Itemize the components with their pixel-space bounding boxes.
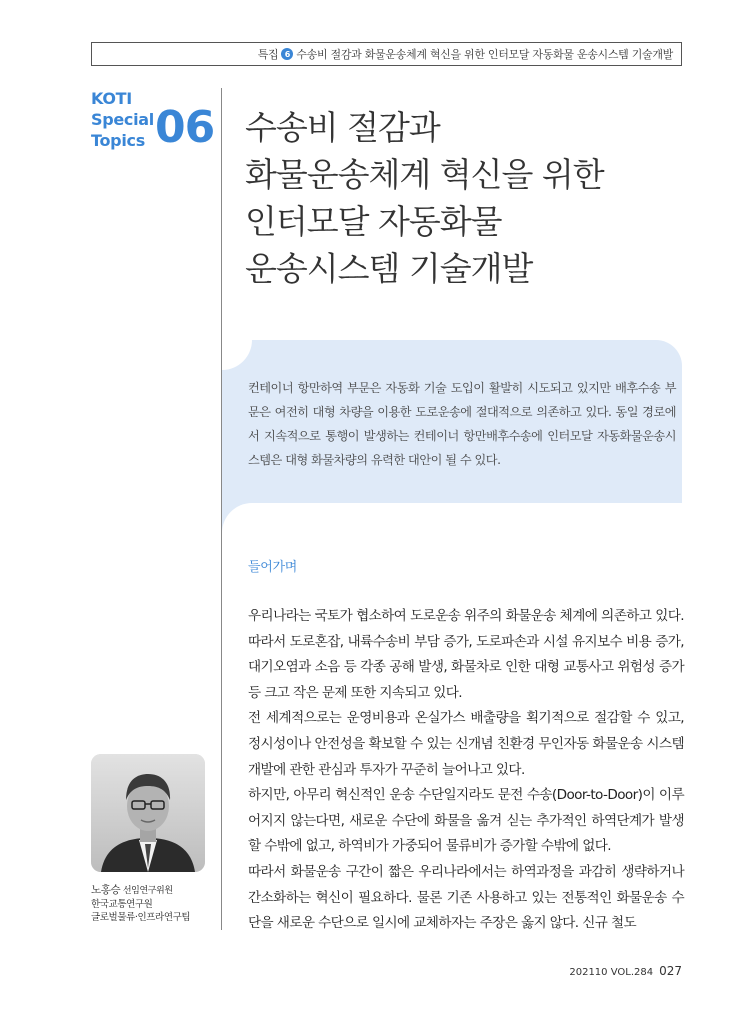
author-organization: 한국교통연구원 xyxy=(91,899,153,910)
author-photo xyxy=(91,754,205,872)
article-title xyxy=(245,104,685,292)
topic-number: 06 xyxy=(155,102,215,153)
brand-line-3: Topics xyxy=(91,131,145,150)
title-line-4: 운송시스템 기술개발 xyxy=(245,249,533,288)
koti-special-topics-logo xyxy=(91,88,161,151)
author-portrait-icon xyxy=(91,754,205,872)
body-paragraph: 따라서 화물운송 구간이 짧은 우리나라에서는 하역과정을 과감히 생략하거나 간소화하는 혁신이 필요하다. 물론 기존 사용하고 있는 전통적인 화물운송 수단을 새로운 수단으로 일시에 교체하자는 주장은 옳지 않다. 신규 철도 xyxy=(248,863,684,932)
title-line-3: 인터모달 자동화물 xyxy=(245,202,502,241)
running-header xyxy=(91,42,682,66)
body-paragraph: 하지만, 아무리 혁신적인 운송 수단일지라도 문전 수송(Door-to-Door)이 이루어지지 않는다면, 새로운 수단에 화물을 옮겨 싣는 추가적인 하역단계가 발생할 수밖에 없고, 하역비가 가중되어 물류비가 증가할 수밖에 없다. xyxy=(248,787,684,855)
page-number: 027 xyxy=(659,964,682,978)
brand-line-1: KOTI xyxy=(91,89,132,108)
summary-text: 컨테이너 항만하역 부문은 자동화 기술 도입이 활발히 시도되고 있지만 배후수송 부문은 여전히 대형 차량을 이용한 도로운송에 절대적으로 의존하고 있다. 동일 경로에서 지속적으로 통행이 발생하는 컨테이너 항만배후수송에 인터모달 자동화물운송시스템은 대형 화물차량의 유력한 대안이 될 수 있다. xyxy=(248,381,676,467)
page-footer xyxy=(569,964,682,978)
header-text: 수송비 절감과 화물운송체계 혁신을 위한 인터모달 자동화물 운송시스템 기술개발 xyxy=(296,48,673,61)
summary-box-tail xyxy=(222,503,252,539)
author-info xyxy=(91,884,221,924)
header-prefix: 특집 xyxy=(257,48,279,61)
brand-line-2: Special xyxy=(91,110,154,129)
header-number-badge: 6 xyxy=(281,48,293,60)
author-department: 글로벌물류·인프라연구팀 xyxy=(91,912,191,923)
body-paragraph: 우리나라는 국토가 협소하여 도로운송 위주의 화물운송 체계에 의존하고 있다. 따라서 도로혼잡, 내륙수송비 부담 증가, 도로파손과 시설 유지보수 비용 증가, 대기오염과 소음 등 각종 공해 발생, 화물차로 인한 대형 교통사고 위험성 증가 등 크고 작은 문제 또한 지속되고 있다. xyxy=(248,608,684,701)
body-text xyxy=(248,604,684,937)
author-name: 노홍승 xyxy=(91,884,121,896)
body-paragraph: 전 세계적으로는 운영비용과 온실가스 배출량을 획기적으로 절감할 수 있고, 정시성이나 안전성을 확보할 수 있는 신개념 친환경 무인자동 화물운송 시스템 개발에 관한 관심과 투자가 꾸준히 늘어나고 있다. xyxy=(248,710,684,778)
section-heading: 들어가며 xyxy=(248,560,298,575)
title-line-1: 수송비 절감과 xyxy=(245,108,440,147)
issue-info: 202110 VOL.284 xyxy=(569,967,654,978)
author-title: 선임연구위원 xyxy=(122,886,173,896)
title-line-2: 화물운송체계 혁신을 위한 xyxy=(245,155,604,194)
